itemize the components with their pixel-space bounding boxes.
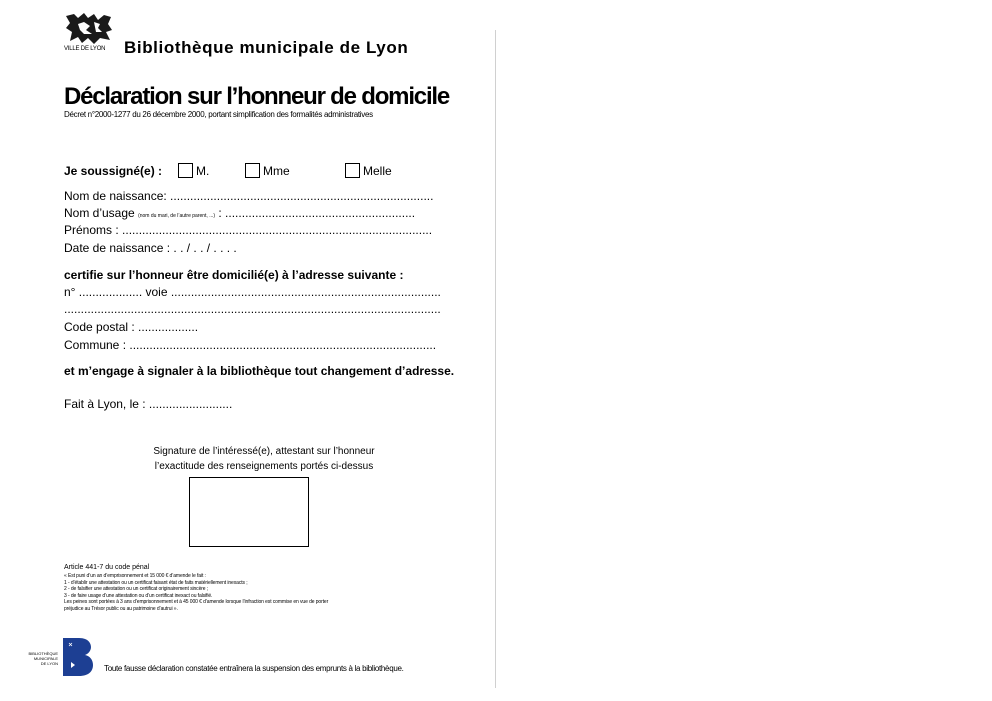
nom-naissance-field[interactable]: Nom de naissance: ............................................................................... [64,189,434,203]
option-mme[interactable] [245,163,290,178]
signature-caption [100,444,428,474]
prenoms-field[interactable]: Prénoms : ............................................................................................. [64,223,433,237]
legal-line: 1 - d’établir une attestation ou un certificat faisant état de faits matériellement inexacts ; [64,579,248,586]
footer-notice: Toute fausse déclaration constatée entraînera la suspension des emprunts à la bibliothèque. [104,664,404,673]
library-name: Bibliothèque municipale de Lyon [124,38,409,57]
bml-line: DE LYON [40,661,58,666]
page-divider [495,30,496,688]
certifie-statement: certifie sur l’honneur être domicilié(e) à l’adresse suivante : [64,268,404,282]
engagement-statement: et m’engage à signaler à la bibliothèque tout changement d’adresse. [64,364,455,378]
soussigne-label: Je soussigné(e) : [64,164,163,178]
legal-text [64,573,328,613]
signature-caption-line2: l’exactitude des renseignements portés ci-dessus [154,461,374,472]
option-m-label: M. [196,163,210,178]
commune-field[interactable]: Commune : ............................................................................................ [64,338,437,352]
page-title: Déclaration sur l’honneur de domicile [64,83,450,110]
legal-line: Les peines sont portées à 3 ans d’emprisonnement et à 45 000 € d’amende lorsque l’infraction est commise en vue de porter [64,599,329,606]
option-melle[interactable] [345,163,392,178]
code-postal-field[interactable]: Code postal : .................. [64,320,199,334]
numero-voie-field[interactable]: n° ................... voie ................................................................................. [64,285,441,299]
checkbox-m[interactable] [178,163,193,178]
bml-line: MUNICIPALE [33,656,58,661]
legal-line: préjudice au Trésor public ou au patrimoine d’autrui ». [64,605,178,612]
date-naissance-field[interactable]: Date de naissance : . . / . . / . . . . [64,241,237,255]
nom-usage-note: (nom du mari, de l’autre parent, ...) [138,213,216,219]
bml-line: BIBLIOTHÈQUE [28,651,58,656]
legal-line: 2 - de falsifier une attestation ou un certificat originairement sincère ; [64,586,209,593]
nom-usage-field[interactable] [64,206,415,220]
legal-line: 3 - de faire usage d’une attestation ou d’un certificat inexact ou falsifié. [64,592,213,599]
bml-b-logo [63,638,93,676]
signature-box[interactable] [189,477,309,547]
nom-usage-dots: : ......................................................... [218,206,416,220]
option-m[interactable] [178,163,209,178]
option-melle-label: Melle [363,163,392,178]
checkbox-mme[interactable] [245,163,260,178]
legal-line: « Est puni d’un an d’emprisonnement et 15 000 € d’amende le fait : [64,573,206,579]
ville-de-lyon-logo [64,12,114,54]
nom-usage-label: Nom d’usage [64,206,135,220]
option-mme-label: Mme [263,163,290,178]
legal-title: Article 441-7 du code pénal [64,564,150,571]
checkbox-melle[interactable] [345,163,360,178]
city-logo-text: VILLE DE LYON [64,46,106,52]
signature-caption-line1: Signature de l’intéressé(e), attestant sur l’honneur [153,446,375,457]
fait-a-field[interactable]: Fait à Lyon, le : ......................... [64,397,233,411]
bml-logo-text [20,651,58,666]
adresse-suite-field[interactable]: ................................................................................................................. [64,302,441,316]
decree-reference: Décret n°2000-1277 du 26 décembre 2000, portant simplification des formalités administratives [64,110,373,119]
